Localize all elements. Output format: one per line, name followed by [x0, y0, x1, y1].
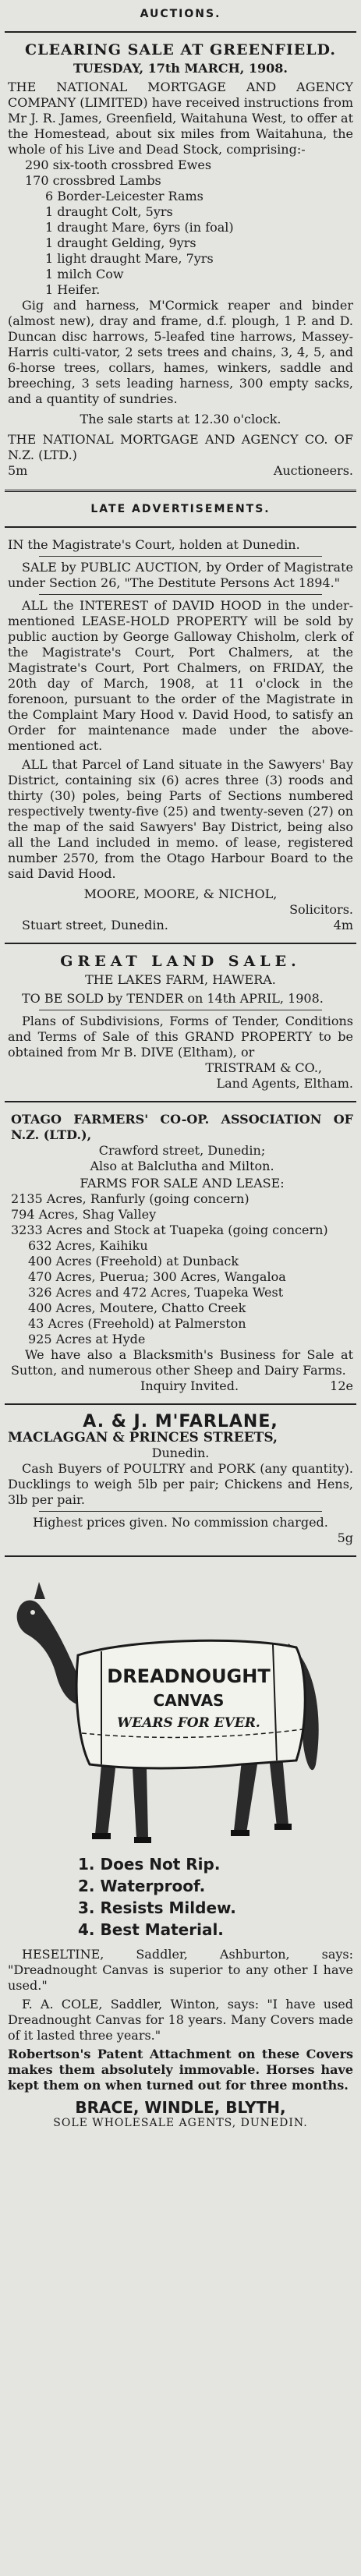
feature-item: 1. Does Not Rip. — [78, 1855, 221, 1874]
stock-item: 1 milch Cow — [45, 267, 124, 281]
mfarlane-streets: MACLAGGAN & PRINCES STREETS, — [8, 1430, 278, 1445]
auctioneer-signature — [8, 463, 353, 479]
mfarlane-title: A. & J. M'FARLANE, — [83, 1412, 278, 1431]
land-sale-ad — [5, 949, 356, 1096]
farm-item: 2135 Acres, Ranfurly (going concern) — [11, 1191, 250, 1206]
ad-ref: 12e — [330, 1378, 353, 1393]
stock-item: 1 draught Mare, 6yrs (in foal) — [45, 220, 234, 235]
cover-line-2: CANVAS — [153, 1691, 225, 1710]
stock-list — [8, 157, 353, 298]
clearing-sale-headline: CLEARING SALE AT GREENFIELD. — [25, 41, 336, 58]
otago-headline: OTAGO FARMERS' CO-OP. ASSOCIATION OF N.Z. (LTD.), — [11, 1112, 353, 1142]
stock-item: 1 light draught Mare, 7yrs — [45, 251, 214, 266]
feature-item: 4. Best Material. — [78, 1920, 224, 1939]
farm-item: 400 Acres (Freehold) at Dunback — [28, 1254, 239, 1269]
solicitors-address: Stuart street, Dunedin. — [22, 918, 168, 932]
farm-item: 3233 Acres and Stock at Tuapeka (going concern) — [11, 1223, 328, 1237]
divider — [39, 556, 322, 557]
mfarlane-body: Cash Buyers of POULTRY and PORK (any quantity). Ducklings to weigh 5lb per pair; Chickens and Hens, 3lb per pair. — [8, 1461, 353, 1507]
divider — [39, 1511, 322, 1512]
stock-item: 1 draught Colt, 5yrs — [45, 204, 173, 219]
otago-inquiry-line — [8, 1378, 353, 1394]
farm-item: 470 Acres, Puerua; 300 Acres, Wangaloa — [28, 1269, 286, 1284]
otago-address: Crawford street, Dunedin; — [98, 1143, 266, 1158]
farm-item: 43 Acres (Freehold) at Palmerston — [28, 1316, 246, 1331]
cover-line-1: DREADNOUGHT — [107, 1665, 271, 1687]
ad-ref: 5g — [337, 1530, 353, 1545]
divider — [5, 31, 356, 33]
dreadnought-ad — [5, 1562, 356, 2135]
divider — [5, 1101, 356, 1102]
auctioneer-company: THE NATIONAL MORTGAGE AND AGENCY CO. OF N.Z. (LTD.) — [8, 432, 353, 462]
farm-item: 925 Acres at Hyde — [28, 1332, 146, 1346]
robertsons-attachment: Robertson's Patent Attachment on these Covers makes them absolutely immovable. Horses have kept them on when turned out for three months. — [8, 2047, 353, 2093]
late-ads-section-title: LATE ADVERTISEMENTS. — [90, 503, 271, 515]
divider — [5, 1403, 356, 1405]
testimonial-heseltine: HESELTINE, Saddler, Ashburton, says: "Dreadnought Canvas is superior to any other I have used." — [8, 1947, 353, 1993]
land-sale-headline: GREAT LAND SALE. — [60, 953, 301, 970]
brand-name: BRACE, WINDLE, BLYTH, — [75, 2098, 286, 2117]
court-parcel: ALL that Parcel of Land situate in the Sawyers' Bay District, containing six (6) acres three (3) roods and thirty (30) poles, being Parts of Sections numbered respectively twenty-five (25) and twenty-seven (27) on the map of the said Sawyers' Bay District, being also all the Land included in memo. of lease, registered number 2570, from the Otago Harbour Board to the said David Hood. — [8, 757, 353, 881]
ad-ref: 4m — [333, 918, 353, 932]
court-opening: IN the Magistrate's Court, holden at Dunedin. — [8, 537, 300, 552]
court-sale: SALE by PUBLIC AUCTION, by Order of Magistrate under Section 26, "The Destitute Persons Act 1894." — [8, 560, 353, 590]
ad-ref: 5m — [8, 463, 28, 478]
divider — [5, 526, 356, 528]
otago-farms-title: FARMS FOR SALE AND LEASE: — [80, 1176, 285, 1191]
divider — [39, 594, 322, 595]
mfarlane-ad — [5, 1410, 356, 1551]
divider — [5, 490, 356, 492]
solicitors-role: Solicitors. — [289, 902, 353, 917]
clearing-sale-ad — [5, 37, 356, 483]
land-sale-agent: TRISTRAM & CO., — [205, 1060, 322, 1075]
otago-branches: Also at Balclutha and Milton. — [90, 1159, 274, 1173]
otago-blacksmith: We have also a Blacksmith's Business for Sale at Sutton, and numerous other Sheep and Dairy Farms. — [11, 1347, 353, 1378]
land-sale-body: Plans of Subdivisions, Forms of Tender, Conditions and Terms of Sale of this GRAND PROPERTY to be obtained from Mr B. DIVE (Eltham), or — [8, 1014, 353, 1060]
mfarlane-prices: Highest prices given. No commission charged. — [33, 1515, 328, 1530]
otago-farmers-ad — [5, 1107, 356, 1399]
feature-item: 2. Waterproof. — [78, 1877, 206, 1895]
cover-line-3: WEARS FOR EVER. — [117, 1715, 260, 1731]
sale-start-time: The sale starts at 12.30 o'clock. — [80, 412, 281, 426]
stock-item: 290 six-tooth crossbred Ewes — [25, 157, 212, 172]
land-sale-tender: TO BE SOLD by TENDER on 14th APRIL, 1908. — [22, 991, 324, 1006]
mfarlane-city: Dunedin. — [151, 1445, 210, 1460]
divider — [5, 1555, 356, 1557]
land-sale-farm: THE LAKES FARM, HAWERA. — [85, 972, 276, 987]
implements-text: Gig and harness, M'Cormick reaper and binder (almost new), dray and frame, d.f. plough, 1 P. and D. Duncan disc harrows, 5-leafed tine harrows, Massey-Harris culti-vator, 2 sets trees and chains, 3, 4, 5, and 6-horse trees, collars, hames, winkers, saddle and breeching, 3 sets leading harness, 300 empty sacks, and a quantity of sundries. — [8, 298, 353, 406]
auctions-section-title: AUCTIONS. — [140, 8, 221, 20]
sole-agents: SOLE WHOLESALE AGENTS, DUNEDIN. — [53, 2117, 308, 2129]
farm-item: 794 Acres, Shag Valley — [11, 1207, 157, 1222]
divider — [5, 943, 356, 944]
newspaper-column — [5, 0, 356, 2135]
otago-inquiry: Inquiry Invited. — [140, 1378, 239, 1393]
land-sale-agent-role: Land Agents, Eltham. — [216, 1076, 353, 1091]
stock-item: 1 Heifer. — [45, 282, 101, 297]
stock-item: 1 draught Gelding, 9yrs — [45, 235, 196, 250]
clearing-sale-intro: THE NATIONAL MORTGAGE AND AGENCY COMPANY (LIMITED) have received instructions from Mr J. R. James, Greenfield, Waitahuna West, to offer at the Homestead, about six miles from Waitahuna, the whole of his Live and Dead Stock, comprising:- — [8, 80, 353, 157]
farm-item: 326 Acres and 472 Acres, Tuapeka West — [28, 1285, 284, 1300]
court-interest: ALL the INTEREST of DAVID HOOD in the under-mentioned LEASE-HOLD PROPERTY will be sold by public auction by George Galloway Chisholm, clerk of the Magistrate's Court, Port Chalmers, at the Magistrate's Court, Port Chalmers, on FRIDAY, the 20th day of March, 1908, at 11 o'clock in the forenoon, pursuant to the order of the Magistrate in the Complaint Mary Hood v. David Hood, to satisfy an Order for maintenance made under the above-mentioned act. — [8, 598, 353, 753]
court-notice-ad — [5, 533, 356, 938]
court-address-line — [8, 918, 353, 933]
horse-illustration — [8, 1569, 353, 1850]
farm-item: 632 Acres, Kaihiku — [28, 1238, 148, 1253]
farm-item: 400 Acres, Moutere, Chatto Creek — [28, 1300, 246, 1315]
stock-item: 6 Border-Leicester Rams — [45, 189, 204, 203]
stock-item: 170 crossbred Lambs — [25, 173, 161, 188]
clearing-sale-date: TUESDAY, 17th MARCH, 1908. — [73, 61, 288, 76]
auctioneer-role: Auctioneers. — [273, 463, 353, 478]
testimonial-cole: F. A. COLE, Saddler, Winton, says: "I have used Dreadnought Canvas for 18 years. Many Covers made of it lasted three years." — [8, 1997, 353, 2043]
horse-cover-icon — [8, 1569, 353, 1850]
feature-item: 3. Resists Mildew. — [78, 1898, 236, 1917]
solicitors-name: MOORE, MOORE, & NICHOL, — [83, 886, 278, 901]
